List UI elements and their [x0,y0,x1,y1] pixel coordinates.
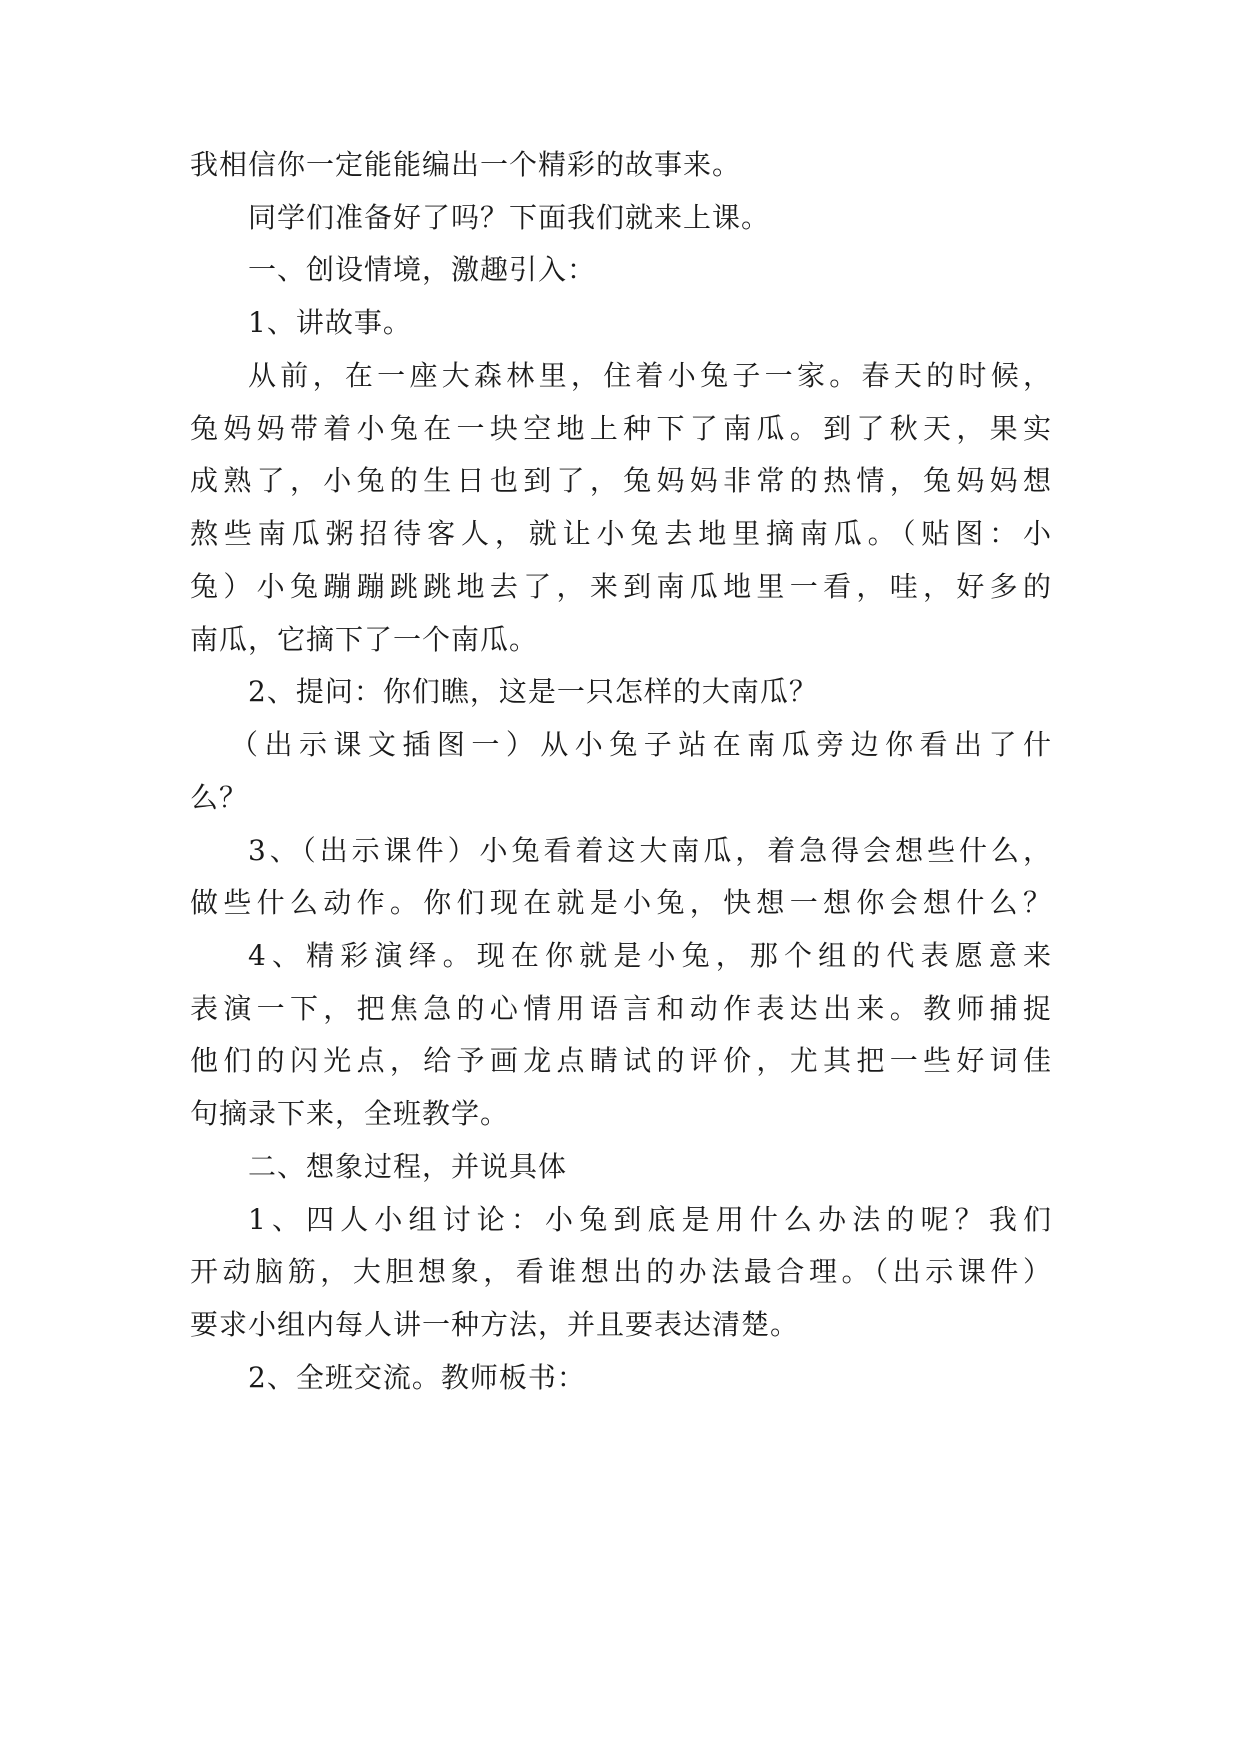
text-line: 二、想象过程，并说具体 [248,1149,568,1183]
text-line: 句摘录下来，全班教学。 [190,1097,510,1131]
text-line: 同学们准备好了吗？下面我们就来上课。 [248,200,771,234]
paragraph [190,192,1052,245]
paragraph [190,930,1052,1141]
text-line: 1、四人小组讨论：小兔到底是用什么办法的呢？我们 [248,1202,1052,1236]
text-line: 3、（出示课件）小兔看着这大南瓜，着急得会想些什么， [248,833,1052,867]
paragraph [190,719,1052,824]
text-line: 要求小组内每人讲一种方法，并且要表达清楚。 [190,1308,800,1342]
paragraph [190,666,1052,719]
paragraph [190,350,1052,666]
text-line: 2、提问：你们瞧，这是一只怎样的大南瓜？ [248,675,818,709]
text-line: 成熟了，小兔的生日也到了，兔妈妈非常的热情，兔妈妈想 [190,464,1052,498]
text-line: 我相信你一定能能编出一个精彩的故事来。 [190,148,742,181]
text-line: 他们的闪光点，给予画龙点睛试的评价，尤其把一些好词佳 [190,1044,1052,1078]
paragraph [190,825,1052,930]
paragraph [190,1194,1052,1352]
text-line: （出示课文插图一）从小兔子站在南瓜旁边你看出了什 [230,728,1052,762]
body-text [190,139,1052,1405]
text-line: 从前，在一座大森林里，住着小兔子一家。春天的时候， [248,358,1052,392]
text-line: 兔妈妈带着小兔在一块空地上种下了南瓜。到了秋天，果实 [190,411,1052,445]
section-heading [190,1141,1052,1194]
text-line: 开动脑筋，大胆想象，看谁想出的办法最合理。（出示课件） [190,1255,1052,1289]
text-line: 兔）小兔蹦蹦跳跳地去了，来到南瓜地里一看，哇，好多的 [190,569,1052,603]
text-line: 熬些南瓜粥招待客人，就让小兔去地里摘南瓜。（贴图：小 [190,517,1052,551]
paragraph [190,297,1052,350]
text-line: 做些什么动作。你们现在就是小兔，快想一想你会想什么？ [190,886,1052,920]
paragraph [190,139,1052,192]
text-line: 么？ [190,780,249,814]
section-heading [190,244,1052,297]
text-line: 1、讲故事。 [248,306,412,340]
text-line: 一、创设情境，激趣引入： [248,253,597,287]
text-line: 表演一下，把焦急的心情用语言和动作表达出来。教师捕捉 [190,991,1052,1025]
text-line: 南瓜，它摘下了一个南瓜。 [190,622,539,656]
text-line: 4、精彩演绎。现在你就是小兔，那个组的代表愿意来 [248,939,1052,973]
paragraph [190,1352,1052,1405]
text-line: 2、全班交流。教师板书： [248,1360,586,1394]
